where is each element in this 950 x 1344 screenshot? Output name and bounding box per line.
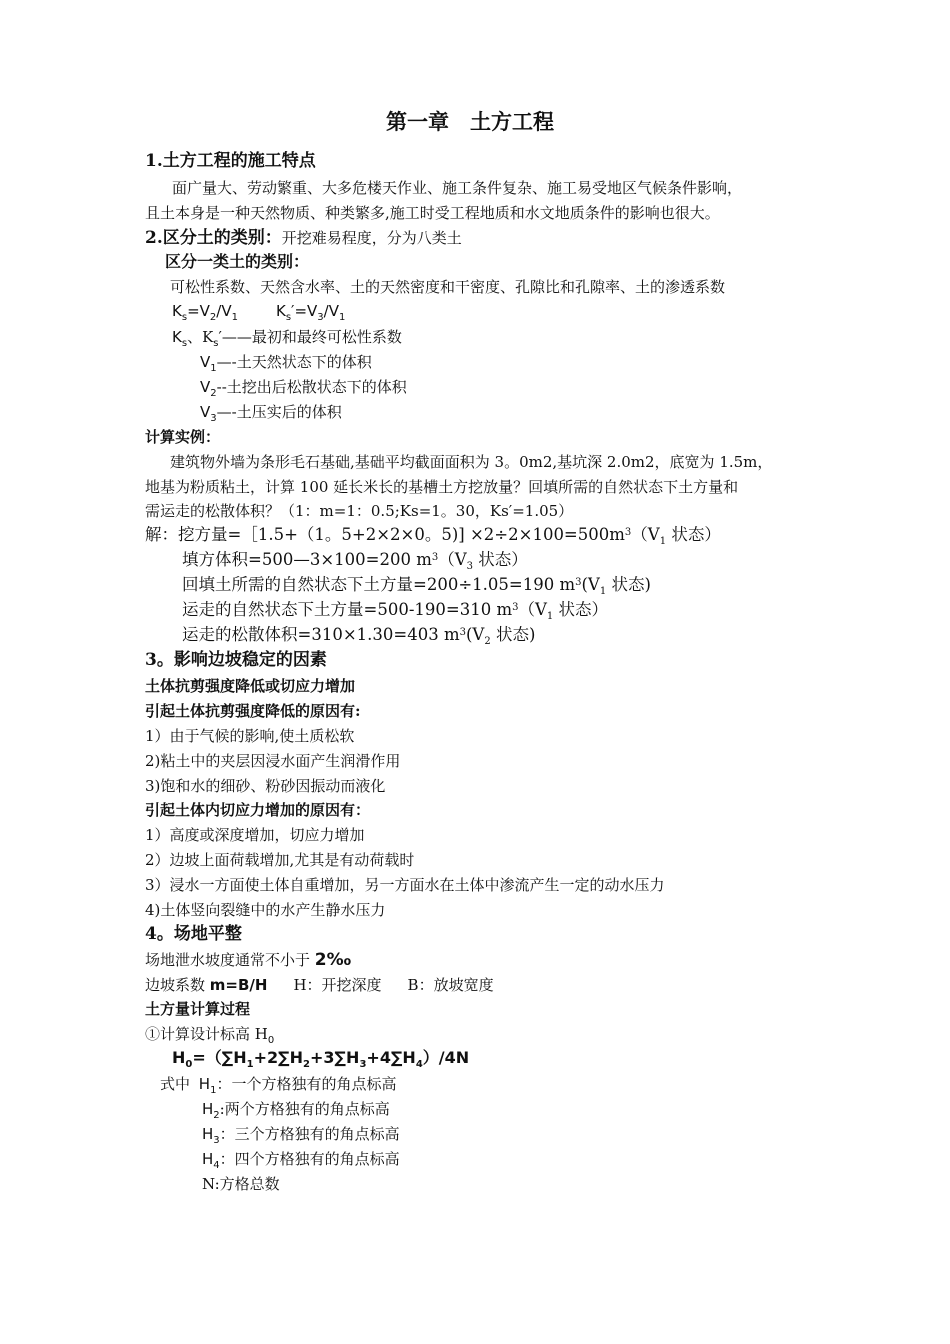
subscript: s (181, 312, 188, 323)
definition-line (160, 1074, 396, 1097)
subscript: 1 (246, 1059, 254, 1070)
subheading: 区分一类土的类别： (165, 252, 310, 271)
section-heading-3: 3。影响边坡稳定的因素 (145, 650, 327, 670)
list-item: 3)饱和水的细砂、粉砂因振动而液化 (145, 777, 386, 795)
subscript: 4 (415, 1059, 423, 1070)
paragraph-line: 可松性系数、天然含水率、土的天然密度和干密度、孔隙比和孔隙率、土的渗透系数 (170, 278, 726, 296)
list-item: 2)粘土中的夹层因浸水面产生润滑作用 (145, 752, 401, 770)
definition-line (200, 402, 342, 425)
text-run: 状态） (473, 550, 528, 569)
subscript: 1 (546, 611, 554, 622)
list-item: 1）高度或深度增加，切应力增加 (145, 826, 365, 844)
text-run: ：一个方格独有的角点标高 (216, 1075, 397, 1093)
subscript: 1 (210, 363, 217, 374)
solution-line (182, 575, 651, 598)
formula-h0 (172, 1048, 469, 1071)
heading-note: 开挖难易程度，分为八类土 (281, 229, 462, 247)
text-run: H (172, 1048, 186, 1067)
text-run: ）/4N (422, 1048, 470, 1067)
text-run: 状态） (666, 525, 721, 544)
section-heading-4: 4。场地平整 (145, 924, 242, 944)
example-heading: 计算实例： (145, 428, 221, 446)
formula-ks (172, 301, 345, 324)
paragraph-line: 需运走的松散体积？（1：m=1：0.5;Ks=1。30，Ks′=1.05） (145, 502, 574, 520)
text-run: 边坡系数 (145, 976, 210, 994)
text-run: 回填土所需的自然状态下土方量=200÷1.05=190 m (182, 575, 576, 594)
subscript: 1 (210, 1085, 217, 1096)
list-item: 4)土体竖向裂缝中的水产生静水压力 (145, 901, 386, 919)
text-run: ：四个方格独有的角点标高 (219, 1150, 400, 1168)
text-run: (V (581, 575, 600, 594)
text-run: （V (438, 550, 467, 569)
solution-line (182, 625, 535, 648)
text-run: m=B/H (209, 976, 268, 994)
subscript: s (213, 338, 219, 349)
text-run: H (202, 1100, 214, 1118)
text-run: 2‰ (314, 950, 352, 970)
subscript: 0 (185, 1059, 193, 1070)
subscript: 2 (210, 388, 217, 399)
text-run: 运走的自然状态下土方量=500-190=310 m (182, 600, 513, 619)
bold-line: 土体抗剪强度降低或切应力增加 (145, 677, 356, 695)
text-run: （V (631, 525, 660, 544)
text-run: （V (518, 600, 547, 619)
text-run: =V (187, 302, 210, 320)
subscript: 2 (303, 1059, 311, 1070)
paragraph-line: 面广量大、劳动繁重、大多危楼天作业、施工条件复杂、施工易受地区气候条件影响， (172, 179, 743, 197)
text-run: 状态) (606, 575, 651, 594)
text-run: K (172, 302, 182, 320)
subscript: 4 (213, 1160, 220, 1171)
subscript: 2 (209, 312, 217, 323)
text-run: ：三个方格独有的角点标高 (219, 1125, 400, 1143)
paragraph-line: 地基为粉质粘土，计算 100 延长米长的基槽土方挖放量？回填所需的自然状态下土方量和 (145, 478, 739, 496)
text-run: +3∑H (310, 1048, 360, 1067)
subscript: 2 (484, 636, 491, 647)
text-run: B：放坡宽度 (407, 976, 494, 994)
bold-line: 土方量计算过程 (145, 1000, 251, 1018)
superscript: 3 (512, 602, 519, 613)
subscript: 1 (231, 312, 238, 323)
text-run: —-土天然状态下的体积 (216, 353, 372, 371)
definition-line (200, 377, 407, 400)
section-heading-2 (145, 228, 462, 248)
text-run: --土挖出后松散状态下的体积 (216, 378, 407, 396)
text-run: H：开挖深度 (293, 976, 382, 994)
paragraph-line (145, 975, 494, 995)
text-run: K (172, 328, 182, 346)
subscript: 0 (267, 1035, 275, 1046)
definition-line: N:方格总数 (202, 1175, 280, 1193)
text-run: ′=V (291, 302, 318, 320)
text-run: K (275, 302, 286, 320)
subscript: 1 (339, 312, 346, 323)
definition-line (202, 1124, 400, 1147)
text-run: 式中 (160, 1075, 195, 1093)
text-run: 状态) (490, 625, 536, 644)
subscript: 3 (466, 561, 474, 572)
text-run: ′——最初和最终可松性系数 (218, 328, 402, 346)
superscript: 3 (575, 577, 582, 588)
text-run: V (200, 403, 211, 421)
subscript: s (285, 312, 292, 323)
text-run: 、K (187, 328, 214, 346)
paragraph-line: 建筑物外墙为条形毛石基础,基础平均截面面积为 3。0m2,基坑深 2.0m2，底宽为 1.5m， (170, 453, 773, 471)
subscript: 3 (213, 1135, 220, 1146)
text-run: +2∑H (253, 1048, 304, 1067)
text-run: /V (216, 302, 232, 320)
text-run: /V (323, 302, 339, 320)
text-run: ①计算设计标高 H (145, 1025, 268, 1043)
subscript: s (181, 338, 188, 349)
text-run: 场地泄水坡度通常不小于 (145, 951, 315, 969)
text-run: 解：挖方量=［1.5+（1。5+2×2×0。5)] ×2÷2×100=500m (145, 525, 625, 544)
subscript: 3 (317, 312, 324, 323)
subscript: 3 (359, 1059, 367, 1070)
definition-line (202, 1149, 400, 1172)
text-run: H (202, 1150, 214, 1168)
list-item: 1）由于气候的影响,使土质松软 (145, 727, 355, 745)
list-item: 3）浸水一方面使土体自重增加，另一方面水在土体中渗流产生一定的动水压力 (145, 876, 665, 894)
text-run: H (198, 1075, 211, 1093)
step-line (145, 1024, 274, 1047)
text-run: 运走的松散体积=310×1.30=403 m (182, 625, 460, 644)
subscript: 1 (659, 536, 667, 547)
subscript: 3 (210, 413, 217, 424)
superscript: 3 (459, 627, 466, 638)
text-run: V (200, 353, 211, 371)
paragraph-line (145, 950, 351, 970)
solution-line (182, 550, 528, 573)
subscript: 1 (599, 586, 607, 597)
heading-label: 2.区分土的类别： (145, 228, 282, 248)
chapter-title: 第一章 土方工程 (386, 109, 554, 134)
text-run: —-土压实后的体积 (216, 403, 342, 421)
definition-line (200, 352, 372, 375)
paragraph-line: 且土本身是一种天然物质、种类繁多,施工时受工程地质和水文地质条件的影响也很大。 (145, 204, 720, 222)
definition-line (202, 1099, 390, 1122)
bold-line: 引起土体抗剪强度降低的原因有: (145, 702, 361, 720)
section-heading-1: 1.土方工程的施工特点 (145, 151, 316, 171)
text-run: (V (465, 625, 485, 644)
solution-line (145, 525, 721, 548)
superscript: 3 (624, 527, 632, 538)
definition-line (172, 327, 402, 350)
text-run: :两个方格独有的角点标高 (219, 1100, 390, 1118)
text-run: H (202, 1125, 214, 1143)
text-run: =（∑H (192, 1048, 247, 1067)
text-run: 填方体积=500—3×100=200 m (182, 550, 432, 569)
subscript: 2 (213, 1110, 220, 1121)
solution-line (182, 600, 608, 623)
text-run: V (200, 378, 211, 396)
bold-line: 引起土体内切应力增加的原因有： (145, 801, 371, 819)
text-run: 状态） (553, 600, 609, 619)
list-item: 2）边坡上面荷载增加,尤其是有动荷载时 (145, 851, 415, 869)
superscript: 3 (431, 552, 439, 563)
text-run: +4∑H (366, 1048, 416, 1067)
